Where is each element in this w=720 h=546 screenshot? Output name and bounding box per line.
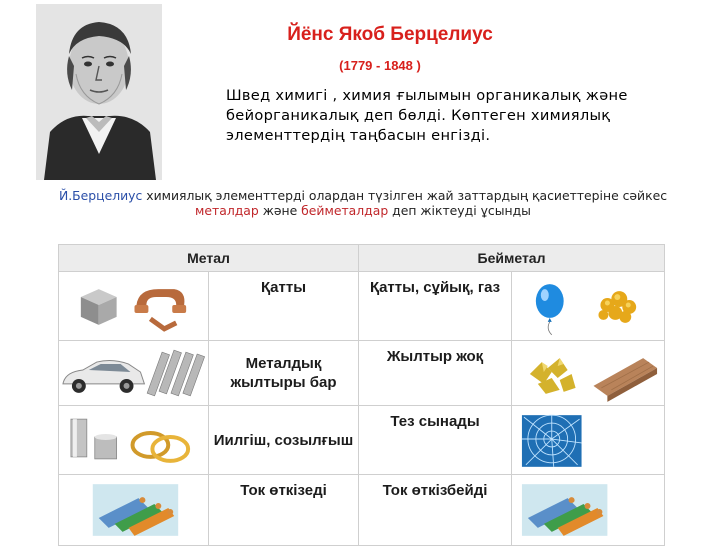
header-nonmetal: Бейметал	[359, 245, 665, 272]
metal-nonmetal-table	[58, 244, 665, 546]
classification-and: және	[258, 203, 302, 218]
metal-ductile-image	[59, 406, 209, 475]
nonmetal-property-1: Қатты, сұйық, газ	[359, 272, 512, 341]
classification-paragraph	[52, 188, 674, 218]
metal-property-4: Ток өткізеді	[209, 475, 359, 546]
life-years: (1779 - 1848 )	[339, 58, 421, 73]
table-row	[59, 475, 665, 546]
classification-text-before: химиялық элементтерді олардан түзілген жай заттардың қасиеттеріне сәйкес	[142, 188, 668, 203]
metal-property-2: Металдық жылтыры бар	[209, 341, 359, 406]
nonmetal-property-2: Жылтыр жоқ	[359, 341, 512, 406]
table-row	[59, 406, 665, 475]
berzelius-portrait	[36, 4, 162, 180]
table-row	[59, 341, 665, 406]
page-title: Йёнс Якоб Берцелиус	[287, 24, 493, 45]
portrait-engraving	[36, 4, 162, 180]
table-row	[59, 272, 665, 341]
nonmetal-property-4: Ток өткізбейді	[359, 475, 512, 546]
nonmetal-brittle-image	[512, 406, 665, 475]
nonmetals-term: бейметалдар	[301, 203, 389, 218]
nonmetal-dull-image	[512, 341, 665, 406]
metal-luster-image	[59, 341, 209, 406]
metal-property-1: Қатты	[209, 272, 359, 341]
intro-paragraph: Швед химигі , химия ғылымын органикалық және бейорганикалық деп бөлді. Көптеген химиялық элементтердің таңбасын енгізді.	[226, 87, 628, 144]
header-metal: Метал	[59, 245, 359, 272]
scientist-name: Й.Берцелиус	[58, 188, 143, 203]
table-header-row	[59, 245, 665, 272]
metal-solid-image	[59, 272, 209, 341]
nonmetal-insulator-image	[512, 475, 665, 546]
classification-text-after: деп жіктеуді ұсынды	[388, 203, 531, 218]
metal-conductor-image	[59, 475, 209, 546]
metal-property-3: Иилгіш, созылғыш	[209, 406, 359, 475]
nonmetal-property-3: Тез сынады	[359, 406, 512, 475]
nonmetal-states-image	[512, 272, 665, 341]
metals-term: металдар	[195, 203, 259, 218]
